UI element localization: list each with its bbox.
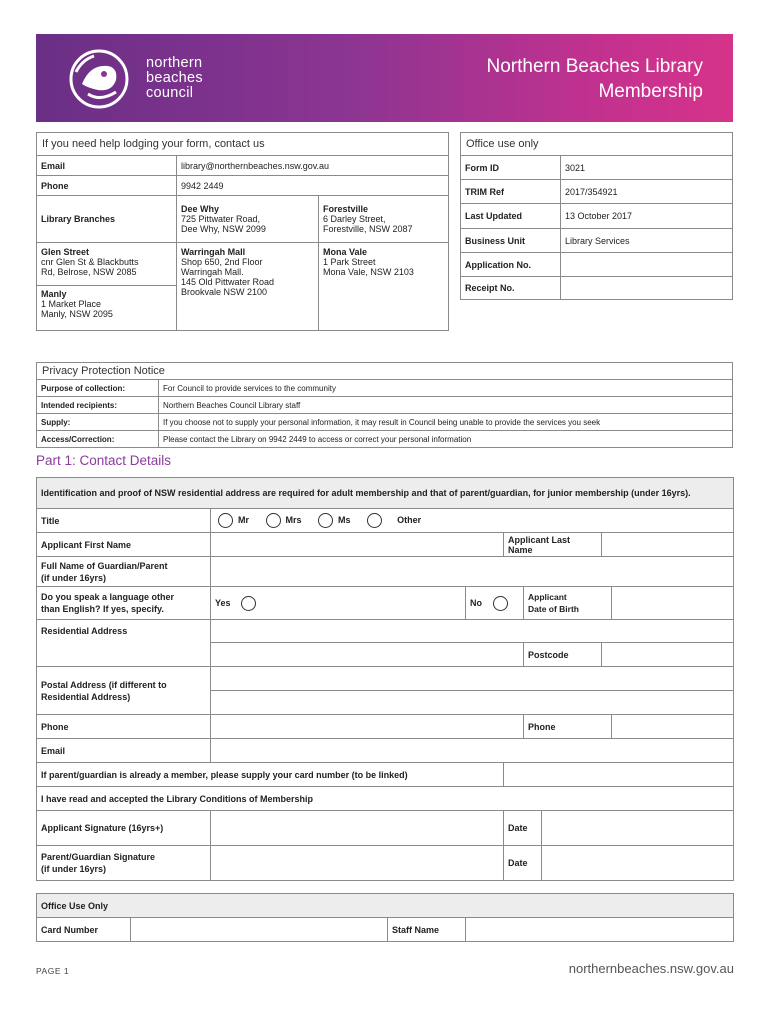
date-label: Date	[504, 811, 542, 846]
phone-label: Phone	[37, 715, 211, 739]
title-option-label: Mrs	[285, 514, 302, 525]
branch-address-line: Forestville, NSW 2087	[323, 224, 413, 234]
card-link-label: If parent/guardian is already a member, please supply your card number (to be linked)	[37, 763, 504, 787]
postal-address-input-1[interactable]	[211, 667, 734, 691]
branch-name: Manly	[41, 289, 67, 299]
postal-label-line: Postal Address (if different to	[41, 679, 167, 690]
language-label-line: than English? If yes, specify.	[41, 604, 164, 614]
title-option-label: Mr	[238, 514, 249, 525]
linked-card-input[interactable]	[504, 763, 734, 787]
residential-address-input-2[interactable]	[211, 643, 524, 667]
branch-mona-vale	[319, 243, 449, 331]
org-name-line2: beaches	[146, 70, 203, 86]
phone2-input[interactable]	[612, 715, 734, 739]
branch-name: Mona Vale	[323, 247, 368, 257]
privacy-value: If you choose not to supply your personal information, it may result in Council being unable to provide the services you seek	[159, 414, 733, 431]
branch-address-line: Rd, Belrose, NSW 2085	[41, 267, 137, 277]
residential-address-input-1[interactable]	[211, 620, 734, 643]
card-number-label: Card Number	[37, 918, 131, 942]
office-label: Application No.	[461, 253, 561, 277]
staff-name-label: Staff Name	[388, 918, 466, 942]
residential-label: Residential Address	[37, 620, 211, 667]
header-banner	[36, 34, 733, 122]
page-number: PAGE 1	[36, 966, 70, 976]
title-options	[211, 509, 734, 533]
postal-label-line: Residential Address)	[41, 691, 131, 702]
office-label: Receipt No.	[461, 277, 561, 300]
title-option-label: Other	[397, 514, 422, 525]
postal-address-input-2[interactable]	[211, 691, 734, 715]
part1-heading: Part 1: Contact Details	[36, 453, 172, 468]
dob-label	[524, 587, 612, 620]
office-value: 2017/354921	[561, 180, 733, 204]
first-name-input[interactable]	[211, 533, 504, 557]
privacy-value: Northern Beaches Council Library staff	[159, 397, 733, 414]
title-mrs-radio[interactable]	[266, 513, 281, 528]
contact-details-form	[36, 477, 733, 881]
applicant-signature-input[interactable]	[211, 811, 504, 846]
privacy-table	[36, 362, 733, 448]
phone-value: 9942 2449	[177, 176, 449, 196]
branch-dee-why	[177, 196, 319, 243]
email-label: Email	[37, 156, 177, 176]
dob-input[interactable]	[612, 587, 734, 620]
guardian-label-line: (if under 16yrs)	[41, 572, 107, 583]
contact-heading: If you need help lodging your form, contact us	[37, 133, 449, 156]
privacy-value: Please contact the Library on 9942 2449 to access or correct your personal information	[159, 431, 733, 448]
footer-url[interactable]: northernbeaches.nsw.gov.au	[568, 961, 734, 976]
email-value: library@northernbeaches.nsw.gov.au	[177, 156, 449, 176]
branch-warringah-mall	[177, 243, 319, 331]
branch-address-line: Brookvale NSW 2100	[181, 287, 268, 297]
branch-address-line: cnr Glen St & Blackbutts	[41, 257, 139, 267]
applicant-signature-label: Applicant Signature (16yrs+)	[37, 811, 211, 846]
no-label: No	[470, 597, 482, 608]
applicant-date-input[interactable]	[542, 811, 734, 846]
title-label: Title	[37, 509, 211, 533]
office-heading: Office use only	[461, 133, 733, 156]
language-label	[37, 587, 211, 620]
branches-label: Library Branches	[37, 196, 177, 243]
privacy-label: Intended recipients:	[37, 397, 159, 414]
privacy-label: Supply:	[37, 414, 159, 431]
office-bottom-heading: Office Use Only	[37, 894, 734, 918]
parent-signature-input[interactable]	[211, 846, 504, 881]
postcode-label: Postcode	[524, 643, 602, 667]
contact-details-table	[36, 477, 734, 881]
branch-address-line: 725 Pittwater Road,	[181, 214, 261, 224]
branch-name: Forestville	[323, 204, 369, 214]
branch-glen-street-manly	[37, 243, 177, 331]
branch-address-line: 145 Old Pittwater Road	[181, 277, 275, 287]
date2-label: Date	[504, 846, 542, 881]
office-label: Last Updated	[461, 204, 561, 229]
receipt-no-field[interactable]	[561, 277, 733, 300]
email-input[interactable]	[211, 739, 734, 763]
last-name-input[interactable]	[602, 533, 734, 557]
parent-sig-label-line: (if under 16yrs)	[41, 864, 107, 874]
office-value: 13 October 2017	[561, 204, 733, 229]
form-title-line2: Membership	[598, 81, 703, 102]
privacy-label: Purpose of collection:	[37, 380, 159, 397]
office-use-bottom-table	[36, 893, 734, 942]
conditions-label: I have read and accepted the Library Conditions of Membership	[37, 787, 734, 811]
office-value: Library Services	[561, 229, 733, 253]
branch-address-line: Dee Why, NSW 2099	[181, 224, 266, 234]
language-no-radio[interactable]	[493, 596, 508, 611]
branch-name: Warringah Mall	[181, 247, 246, 257]
title-other-radio[interactable]	[367, 513, 382, 528]
branch-address-line: Shop 650, 2nd Floor	[181, 257, 263, 267]
org-name-line3: council	[146, 85, 194, 101]
office-value: 3021	[561, 156, 733, 180]
office-label: Form ID	[461, 156, 561, 180]
title-option-label: Ms	[338, 514, 351, 525]
yes-label: Yes	[215, 597, 231, 608]
dob-label-line: Date of Birth	[528, 604, 579, 614]
branch-address-line: Warringah Mall.	[181, 267, 244, 277]
email-label: Email	[37, 739, 211, 763]
contact-table	[36, 132, 449, 331]
office-label: TRIM Ref	[461, 180, 561, 204]
branch-address-line: 6 Darley Street,	[323, 214, 386, 224]
postal-address-label	[37, 667, 211, 715]
branch-name: Glen Street	[41, 247, 90, 257]
language-no-cell	[466, 587, 524, 620]
parent-date-input[interactable]	[542, 846, 734, 881]
phone2-label: Phone	[524, 715, 612, 739]
council-logo-icon	[66, 46, 132, 112]
org-name-line1: northern	[146, 55, 203, 71]
form-title-line1: Northern Beaches Library	[486, 56, 703, 77]
title-ms-radio[interactable]	[318, 513, 333, 528]
branch-address-line: Mona Vale, NSW 2103	[323, 267, 414, 277]
branch-address-line: Manly, NSW 2095	[41, 309, 113, 319]
guardian-label-line: Full Name of Guardian/Parent	[41, 560, 168, 571]
card-number-input[interactable]	[131, 918, 388, 942]
branch-name: Dee Why	[181, 204, 220, 214]
first-name-label: Applicant First Name	[37, 533, 211, 557]
office-use-table	[460, 132, 733, 300]
application-no-field[interactable]	[561, 253, 733, 277]
privacy-value: For Council to provide services to the community	[159, 380, 733, 397]
guardian-name-input[interactable]	[211, 557, 734, 587]
language-yes-radio[interactable]	[241, 596, 256, 611]
title-mr-radio[interactable]	[218, 513, 233, 528]
dob-label-line: Applicant	[528, 592, 567, 602]
parent-sig-label-line: Parent/Guardian Signature	[41, 852, 156, 862]
phone-input[interactable]	[211, 715, 524, 739]
language-label-line: Do you speak a language other	[41, 592, 175, 602]
privacy-label: Access/Correction:	[37, 431, 159, 448]
last-name-label: Applicant Last Name	[504, 533, 602, 557]
language-yes-cell	[211, 587, 466, 620]
guardian-name-label	[37, 557, 211, 587]
branch-address-line: 1 Market Place	[41, 299, 102, 309]
office-label: Business Unit	[461, 229, 561, 253]
parent-signature-label	[37, 846, 211, 881]
postcode-input[interactable]	[602, 643, 734, 667]
privacy-heading: Privacy Protection Notice	[37, 363, 733, 380]
staff-name-input[interactable]	[466, 918, 734, 942]
branch-address-line: 1 Park Street	[323, 257, 376, 267]
phone-label: Phone	[37, 176, 177, 196]
branch-forestville	[319, 196, 449, 243]
part1-intro: Identification and proof of NSW residential address are required for adult membership and that of parent/guardian, for junior membership (under 16yrs).	[37, 478, 734, 509]
